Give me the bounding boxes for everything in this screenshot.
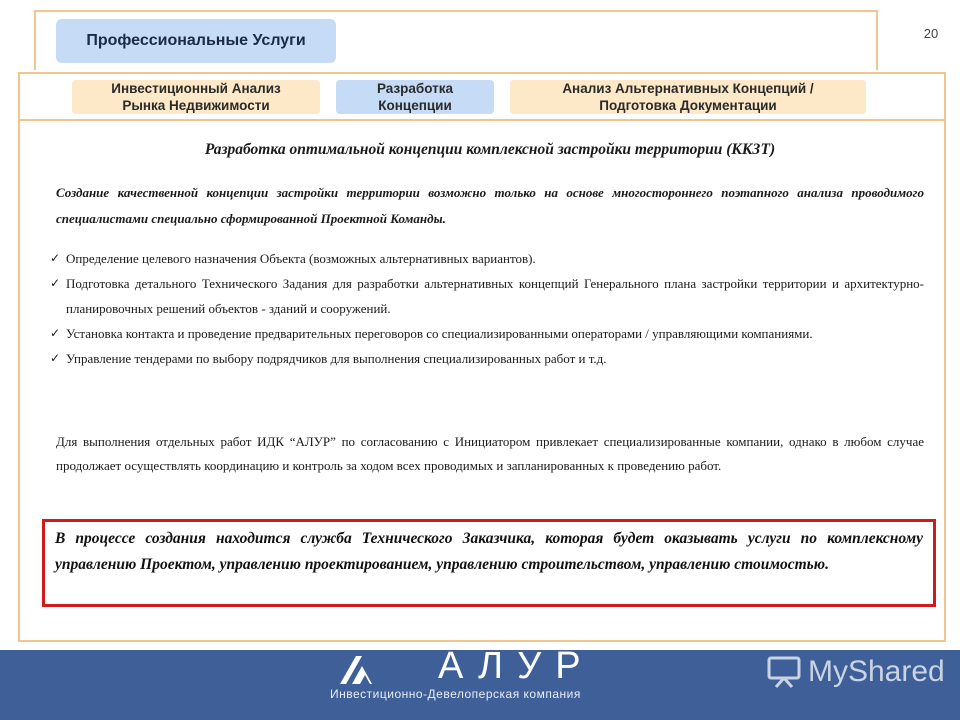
tab-investment-analysis[interactable] — [72, 80, 320, 114]
tab-label-line2: Подготовка Документации — [599, 98, 777, 113]
tab-label-line1: Инвестиционный Анализ — [111, 81, 281, 96]
section-heading: Разработка оптимальной концепции комплексной застройки территории (ККЗТ) — [204, 141, 776, 158]
tab-label-line1: Анализ Альтернативных Концепций / — [562, 81, 814, 96]
tab-label-line2: Рынка Недвижимости — [122, 98, 270, 113]
list-item — [50, 271, 924, 321]
list-item-text: Установка контакта и проведение предварительных переговоров со специализированными операторами / управляющими компаниями. — [66, 326, 813, 341]
checklist — [50, 246, 924, 371]
checkmark-icon: ✓ — [50, 326, 61, 340]
list-item-text: Подготовка детального Технического Задания для разработки альтернативных концепций Генерального плана застройки территории и архитектурно-планировочных решений объектов - зданий и сооружений. — [66, 276, 924, 316]
watermark-text: MyShared — [808, 655, 945, 688]
list-item-text: Определение целевого назначения Объекта (возможных альтернативных вариантов). — [66, 251, 536, 266]
callout-box: В процессе создания находится служба Технического Заказчика, которая будет оказывать услуги по комплексному управлению Проектом, управлению проектированием, управлению строительством, управлению стоимостью. — [42, 519, 936, 607]
list-item — [50, 321, 924, 346]
tab-divider — [18, 119, 946, 121]
tab-alternative-concepts[interactable] — [510, 80, 866, 114]
intro-text: Создание качественной концепции застройки территории возможно только на основе многостороннего поэтапного анализа проводимого специалистами специально сформированной Проектной Команды. — [56, 185, 924, 226]
checkmark-icon: ✓ — [50, 351, 61, 365]
brand-tagline: Инвестиционно-Девелоперская компания — [330, 687, 581, 701]
body-paragraph: Для выполнения отдельных работ ИДК “АЛУР” по согласованию с Инициатором привлекает специализированные компании, однако в любом случае продолжает осуществлять координацию и контроль за ходом всех проводимых и запланированных к проведению работ. — [56, 434, 924, 473]
checkmark-icon: ✓ — [50, 276, 61, 290]
tab-label-line1: Разработка — [376, 81, 454, 96]
list-item-text: Управление тендерами по выбору подрядчиков для выполнения специализированных работ и т.д. — [66, 351, 607, 366]
page-number: 20 — [923, 26, 939, 41]
myshared-watermark — [766, 655, 945, 689]
tab-concept-development[interactable] — [336, 80, 494, 114]
list-item — [50, 346, 924, 371]
page-title: Профессиональные Услуги — [56, 19, 336, 63]
list-item — [50, 246, 924, 271]
checkmark-icon: ✓ — [50, 251, 61, 265]
alur-logo-icon — [338, 654, 382, 686]
tab-label-line2: Концепции — [378, 98, 452, 113]
brand-name: АЛУР — [438, 645, 595, 687]
presentation-icon — [766, 655, 802, 689]
